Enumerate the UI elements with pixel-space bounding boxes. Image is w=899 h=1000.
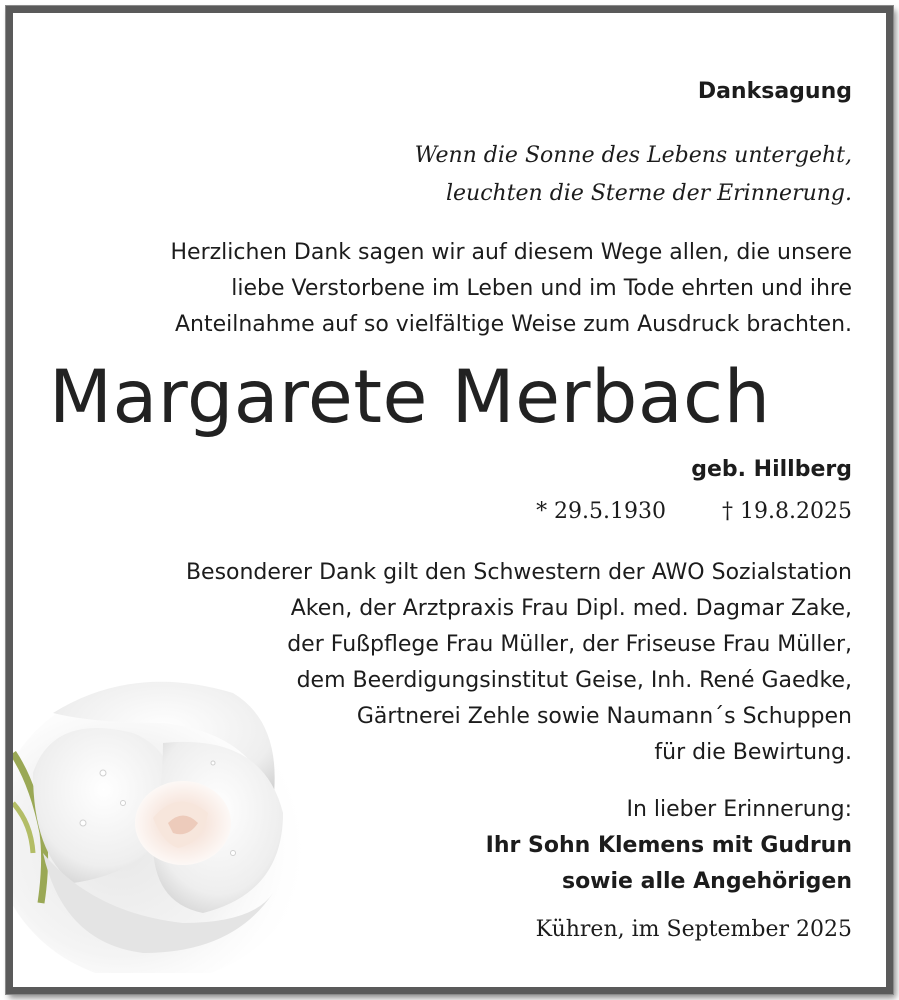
- motto-line: leuchten die Sterne der Erinnerung.: [445, 181, 852, 206]
- life-dates: [536, 499, 852, 524]
- special-thanks-line: der Fußpflege Frau Müller, der Friseuse Frau Müller,: [287, 632, 852, 657]
- birth-name: geb. Hillberg: [691, 457, 852, 482]
- motto-line: Wenn die Sonne des Lebens untergeht,: [414, 143, 852, 168]
- family-line: Ihr Sohn Klemens mit Gudrun: [485, 833, 852, 858]
- special-thanks-line: Besonderer Dank gilt den Schwestern der AWO Sozialstation: [185, 560, 852, 585]
- special-thanks-line: dem Beerdigungsinstitut Geise, Inh. René Gaedke,: [296, 668, 852, 693]
- motto-quote: [415, 137, 852, 213]
- place-date: Kühren, im September 2025: [535, 917, 852, 942]
- thanks-line: Herzlichen Dank sagen wir auf diesem Wege allen, die unsere: [170, 240, 852, 265]
- notice-body: [13, 13, 886, 987]
- birth-date: * 29.5.1930: [536, 499, 667, 524]
- notice-heading: Danksagung: [697, 79, 852, 104]
- family-line: sowie alle Angehörigen: [561, 869, 852, 894]
- special-thanks-line: Aken, der Arztpraxis Frau Dipl. med. Dagmar Zake,: [290, 596, 852, 621]
- thanks-line: Anteilnahme auf so vielfältige Weise zum Ausdruck brachten.: [174, 312, 852, 337]
- closing-intro: In lieber Erinnerung:: [626, 797, 852, 822]
- thanks-paragraph: [171, 235, 852, 343]
- notice-frame: [6, 6, 893, 994]
- special-thanks-line: Gärtnerei Zehle sowie Naumann´s Schuppen: [356, 704, 852, 729]
- closing-block: [486, 792, 852, 900]
- deceased-name: Margarete Merbach: [49, 355, 771, 440]
- death-date: † 19.8.2025: [722, 499, 852, 524]
- special-thanks-paragraph: [186, 555, 852, 771]
- special-thanks-line: für die Bewirtung.: [654, 740, 852, 765]
- thanks-line: liebe Verstorbene im Leben und im Tode ehrten und ihre: [231, 276, 852, 301]
